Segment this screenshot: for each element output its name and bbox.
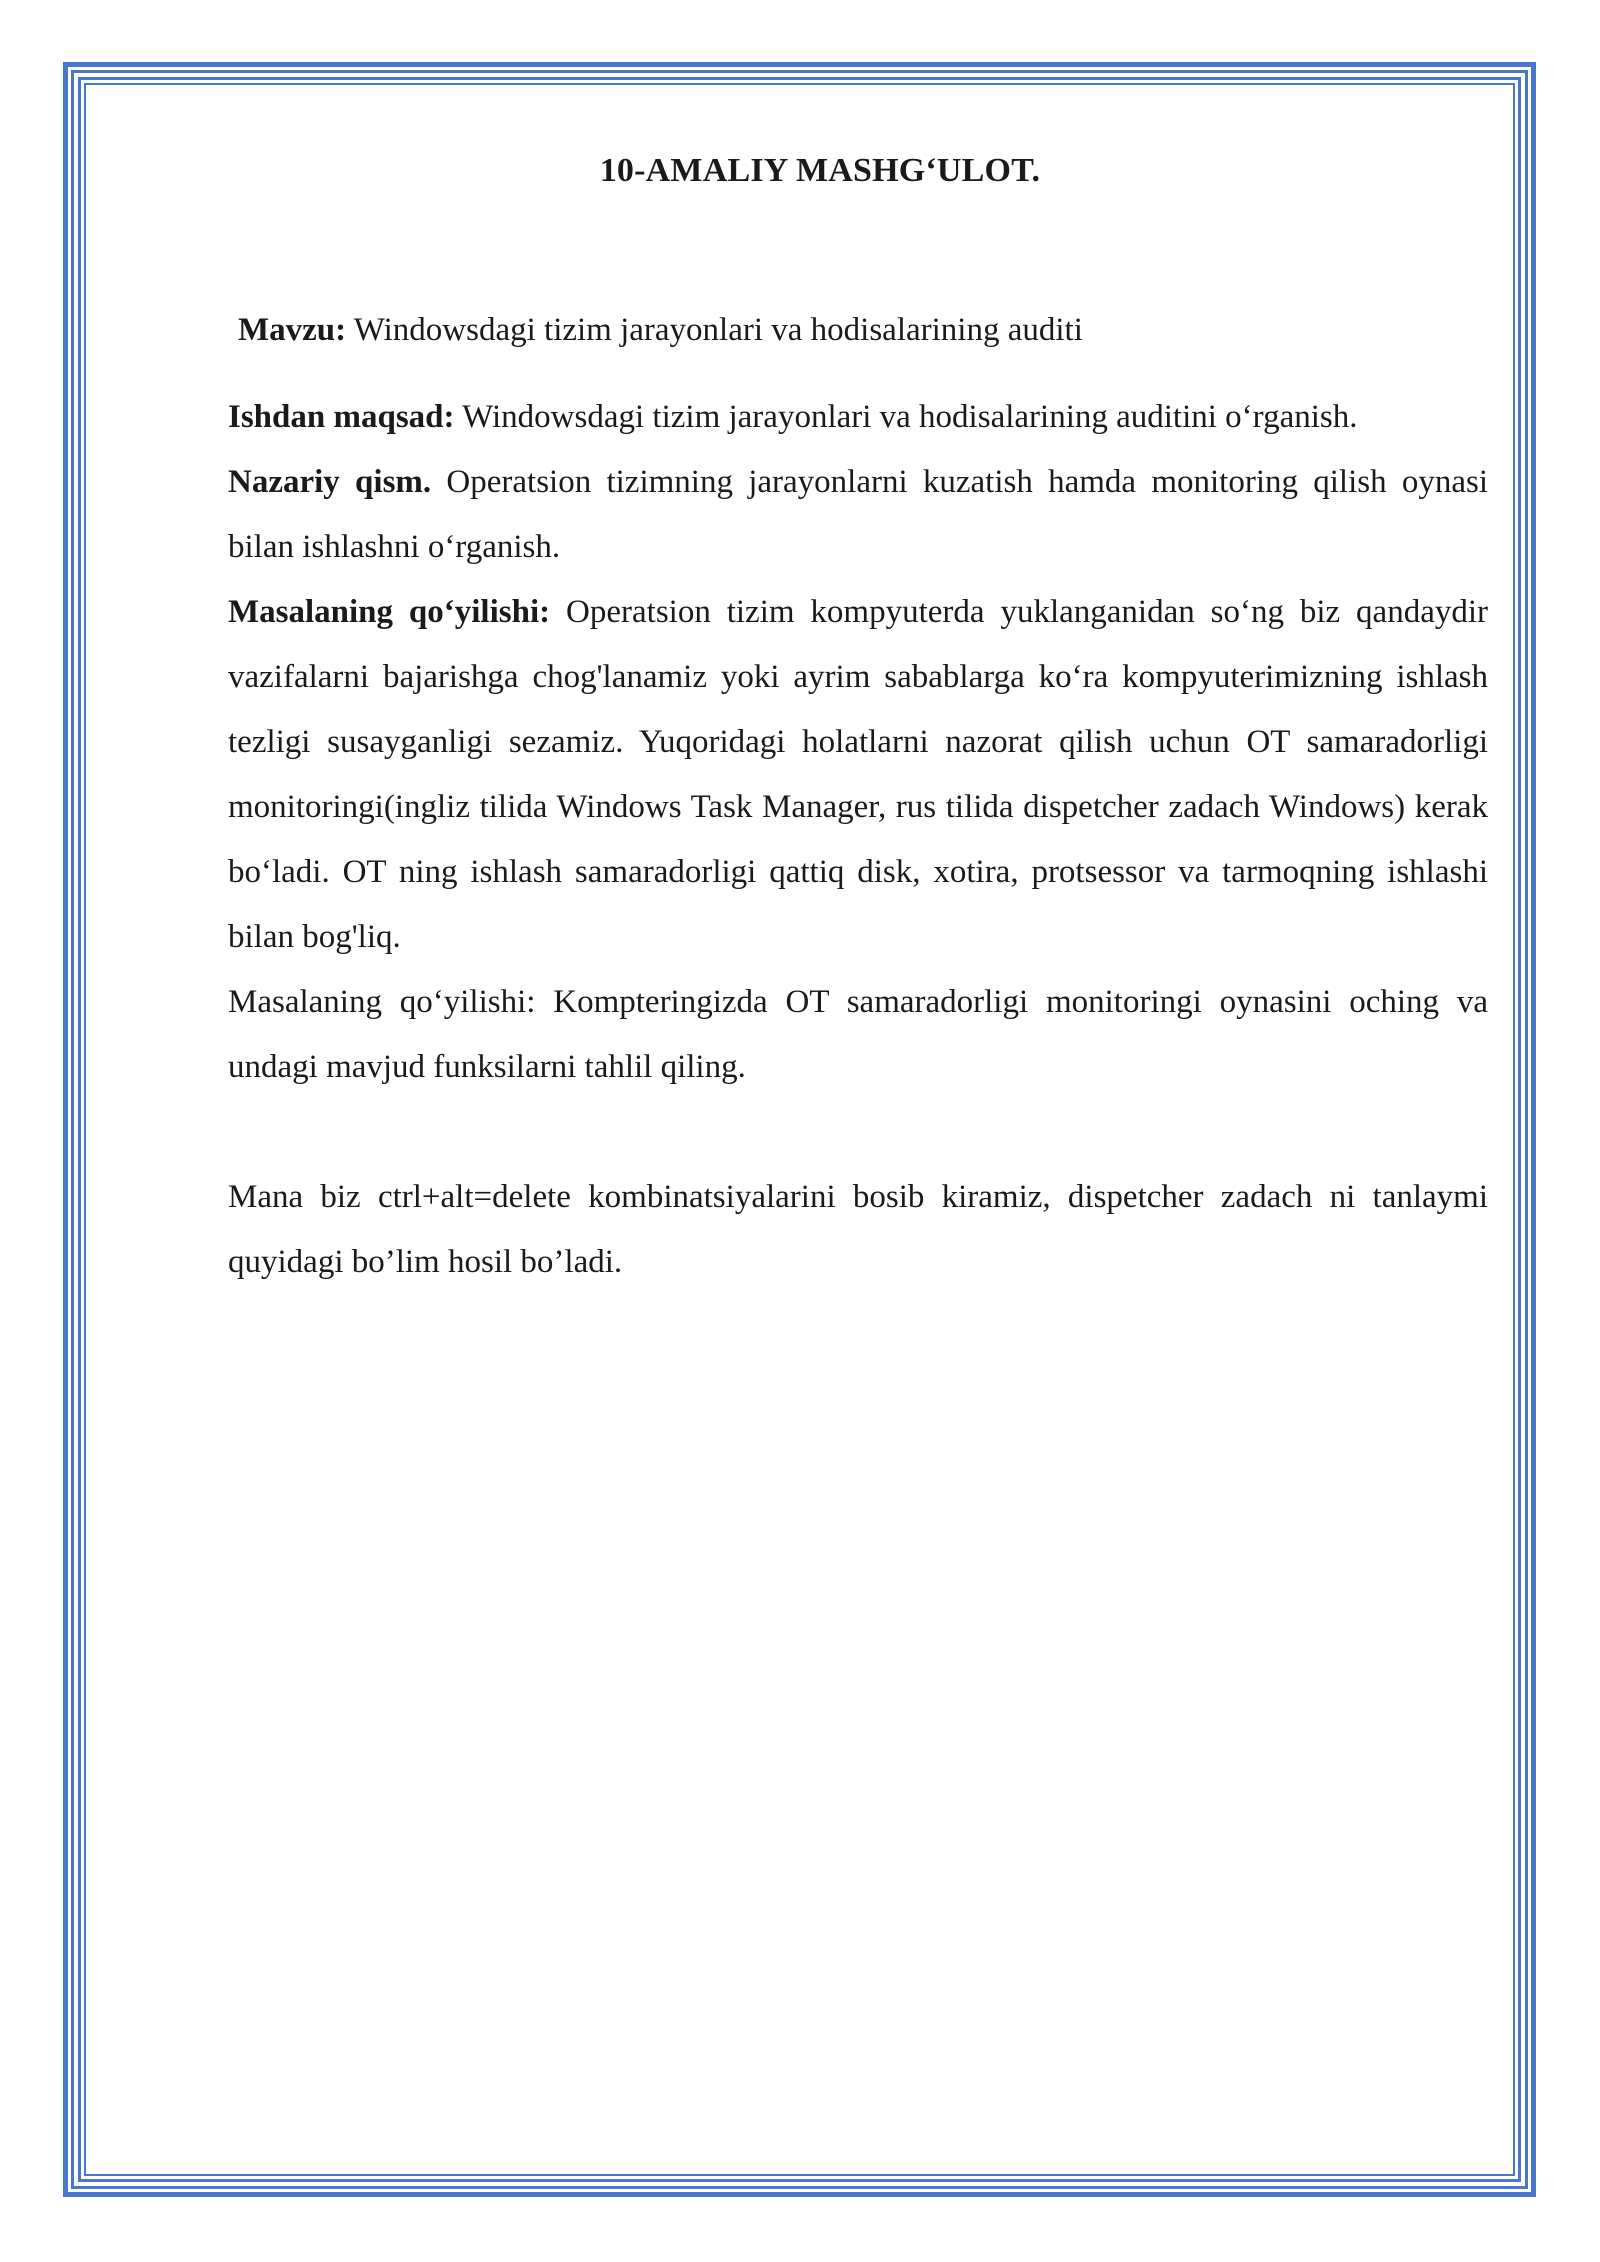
problem-text: Operatsion tizim kompyuterda yuklanganidan so‘ng biz qandaydir vazifalarni bajarishga chog'lanamiz yoki ayrim sabablarga ko‘ra kompyuterimizning ishlash tezligi susayganligi sezamiz. Yuqoridagi holatlarni nazorat qilish uchun OT samaradorligi monitoringi(ingliz tilida Windows Task Manager, rus tilida dispetcher zadach Windows) kerak bo‘ladi. OT ning ishlash samaradorligi qattiq disk, xotira, protsessor va tarmoqning ishlashi bilan bog'liq. bbox=[228, 594, 1488, 955]
goal-paragraph bbox=[228, 385, 1488, 450]
document-body bbox=[228, 298, 1488, 1295]
theory-text: Operatsion tizimning jarayonlarni kuzatish hamda monitoring qilish oynasi bilan ishlashni o‘rganish. bbox=[228, 464, 1488, 565]
paragraph-spacer bbox=[228, 1100, 1488, 1165]
problem-label: Masalaning qo‘yilishi: bbox=[228, 594, 551, 630]
page-title: 10-AMALIY MASHG‘ULOT. bbox=[599, 152, 1041, 189]
instruction-paragraph: Mana biz ctrl+alt=delete kombinatsiyalarini bosib kiramiz, dispetcher zadach ni tanlaymi quyidagi bo’lim hosil bo’ladi. bbox=[228, 1179, 1488, 1280]
task-paragraph: Masalaning qo‘yilishi: Kompteringizda OT samaradorligi monitoringi oynasini oching va undagi mavjud funksilarni tahlil qiling. bbox=[228, 984, 1488, 1085]
topic-text: Windowsdagi tizim jarayonlari va hodisalarining auditi bbox=[346, 312, 1083, 348]
problem-paragraph bbox=[228, 580, 1488, 970]
theory-paragraph bbox=[228, 450, 1488, 580]
topic-label: Mavzu: bbox=[238, 312, 347, 348]
theory-label: Nazariy qism. bbox=[228, 464, 432, 500]
goal-text: Windowsdagi tizim jarayonlari va hodisalarining auditini o‘rganish. bbox=[454, 399, 1358, 435]
goal-label: Ishdan maqsad: bbox=[228, 399, 455, 435]
topic-paragraph bbox=[228, 298, 1488, 363]
